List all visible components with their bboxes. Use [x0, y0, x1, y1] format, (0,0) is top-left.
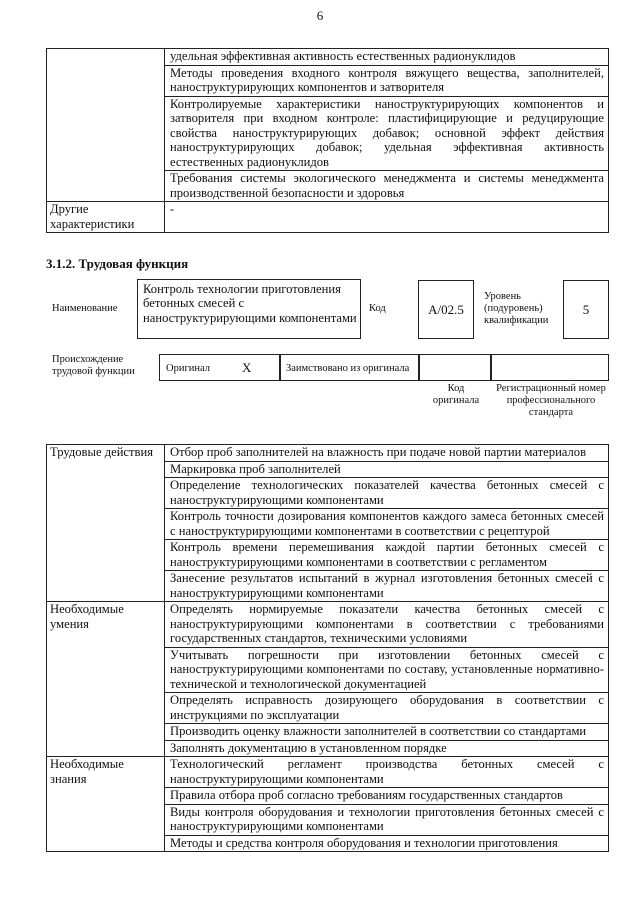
table-row: [47, 202, 609, 233]
table-cell: Учитывать погрешности при изготовлении бетонных смесей с наноструктурирующими компонентами по составу, установленные нормативно-технической и технологической документацией: [165, 647, 609, 693]
original-mark: Х: [242, 360, 252, 375]
table-cell: Технологический регламент производства бетонных смесей с наноструктурирующими компонентами: [165, 757, 609, 788]
row-group-label: Трудовые действия: [47, 445, 165, 602]
function-name-box: Контроль технологии приготовления бетонных смесей с наноструктурирующими компонентами: [137, 279, 361, 339]
table-cell: удельная эффективная активность естественных радионуклидов: [165, 49, 609, 66]
original-label: Оригинал: [166, 363, 210, 374]
table-cell: Контролируемые характеристики наноструктурирующих компонентов и затворителя при входном контроле: пластифицирующие и редуцирующие свойства наноструктурирующих добавок; основной эффект действия наноструктурирующих добавок; удельная эффективная активность естественных радионуклидов: [165, 96, 609, 171]
reg-number-cell: [491, 354, 609, 381]
row-group-label: Необходимые умения: [47, 602, 165, 757]
table-row: [47, 49, 609, 66]
table-row: [47, 602, 609, 648]
reg-number-caption: Регистрационный номер профессионального стандарта: [496, 383, 606, 418]
row-group-label: Необходимые знания: [47, 757, 165, 852]
table-row: [47, 757, 609, 788]
table-cell: -: [165, 202, 609, 233]
table-cell: Отбор проб заполнителей на влажность при подаче новой партии материалов: [165, 445, 609, 462]
table-cell: Заполнять документацию в установленном порядке: [165, 740, 609, 757]
kod-originala-cell: [419, 354, 491, 381]
table-cell: Правила отбора проб согласно требованиям государственных стандартов: [165, 788, 609, 805]
page-number: 6: [316, 8, 324, 23]
origin-row: [159, 354, 609, 381]
origin-label-text: Происхождение трудовой функции: [52, 354, 135, 377]
table-cell: Определение технологических показателей качества бетонных смесей с наноструктурирующими компонентами: [165, 478, 609, 509]
borrowed-cell: [280, 354, 419, 381]
table-cell: Методы проведения входного контроля вяжущего вещества, заполнителей, наноструктурирующих компонентов и затворителя: [165, 65, 609, 96]
table-cell: Занесение результатов испытаний в журнал изготовления бетонных смесей с наноструктурирующими компонентами: [165, 571, 609, 602]
row-group-label: Другие характеристики: [47, 202, 165, 233]
row-group-label: [47, 49, 165, 202]
characteristics-table: [46, 48, 609, 233]
table-cell: Контроль времени перемешивания каждой партии бетонных смесей с наноструктурирующими компонентами в соответствии с регламентом: [165, 540, 609, 571]
kod-value-box: А/02.5: [418, 280, 474, 339]
table-cell: Определять исправность дозирующего оборудования в соответствии с инструкциями по эксплуатации: [165, 693, 609, 724]
section-title: 3.1.2. Трудовая функция: [46, 256, 189, 271]
table-cell: Производить оценку влажности заполнителей в соответствии со стандартами: [165, 724, 609, 741]
labor-function-table: [46, 444, 609, 852]
table-cell: Требования системы экологического менеджмента и системы менеджмента производственной безопасности и здоровья: [165, 171, 609, 202]
table-row: [47, 445, 609, 462]
borrowed-label: Заимствовано из оригинала: [286, 363, 410, 374]
table-cell: Контроль точности дозирования компонентов каждого замеса бетонных смесей с наноструктурирующими компонентами в соответствии с рецептурой: [165, 509, 609, 540]
table-cell: Определять нормируемые показатели качества бетонных смесей с наноструктурирующими компонентами в соответствии с требованиями государственных стандартов, техническими условиями: [165, 602, 609, 648]
table-cell: Маркировка проб заполнителей: [165, 461, 609, 478]
original-cell: [159, 354, 280, 381]
table-cell: Методы и средства контроля оборудования и технологии приготовления: [165, 835, 609, 852]
level-value-box: 5: [563, 280, 609, 339]
kod-label: Код: [369, 303, 386, 314]
kod-originala-caption: Код оригинала: [432, 383, 480, 406]
level-label: Уровень (подуровень) квалификации: [484, 291, 549, 326]
table-cell: Виды контроля оборудования и технологии приготовления бетонных смесей с наноструктурирующими компонентами: [165, 804, 609, 835]
naimenovanie-label: Наименование: [52, 303, 118, 314]
origin-label: [52, 354, 142, 378]
